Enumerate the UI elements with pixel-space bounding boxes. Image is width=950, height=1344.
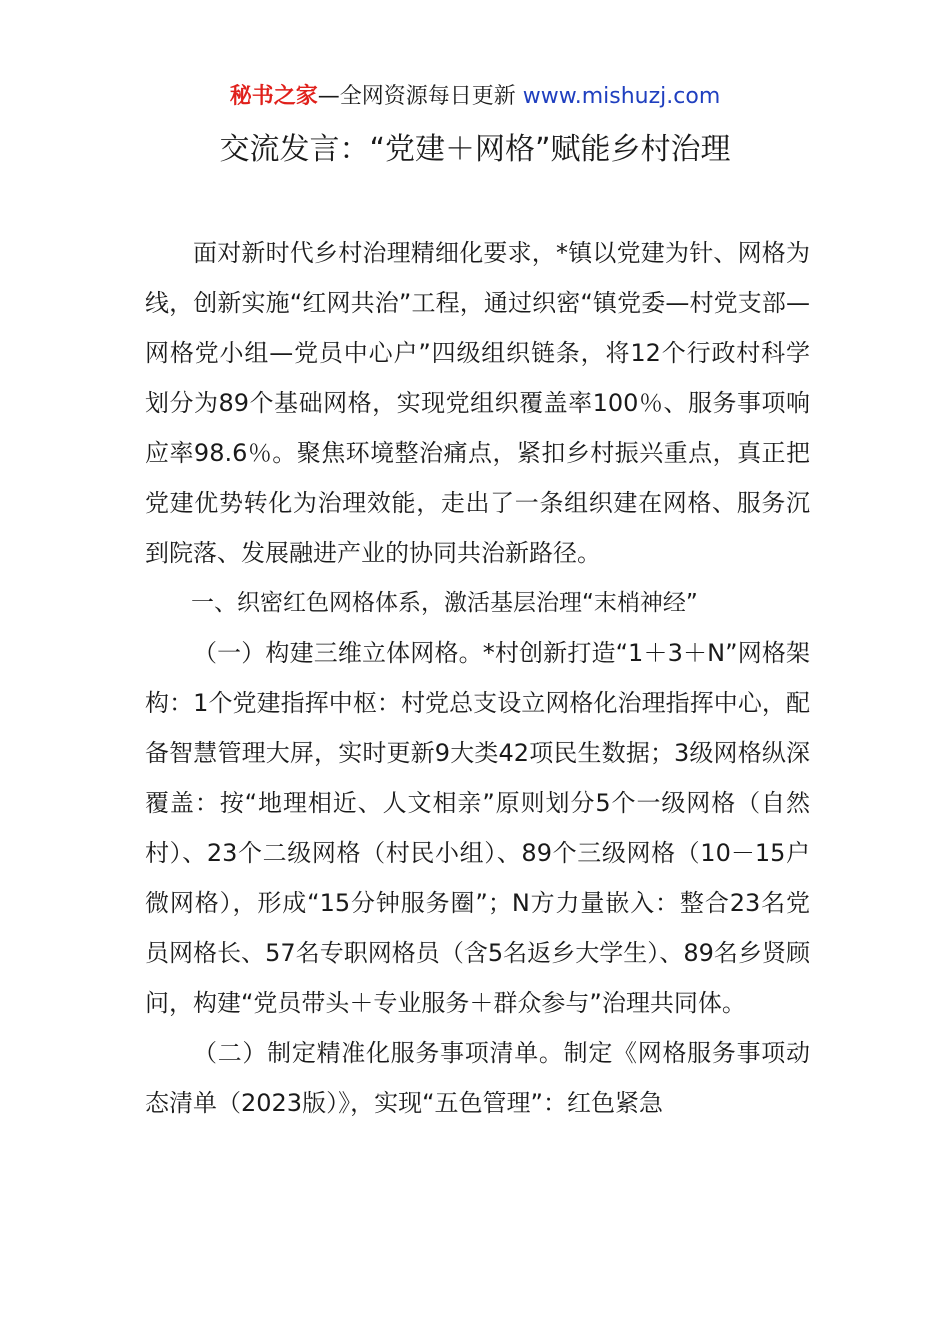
site-url-link[interactable]: www.mishuzj.com xyxy=(522,84,721,109)
document-title: 交流发言：“党建＋网格”赋能乡村治理 xyxy=(219,132,731,167)
document-body xyxy=(145,228,810,1128)
site-slogan: —全网资源每日更新 xyxy=(317,84,516,109)
site-header xyxy=(0,82,950,112)
intro-paragraph: 面对新时代乡村治理精细化要求，*镇以党建为针、网格为线，创新实施“红网共治”工程，通过织密“镇党委—村党支部—网格党小组—党员中心户”四级组织链条，将12个行政村科学划分为89个基础网格，实现党组织覆盖率100％、服务事项响应率98.6％。聚焦环境整治痛点，紧扣乡村振兴重点，真正把党建优势转化为治理效能，走出了一条组织建在网格、服务沉到院落、发展融进产业的协同共治新路径。 xyxy=(145,239,810,567)
brand-name: 秘书之家 xyxy=(229,84,318,109)
section-heading: 一、织密红色网格体系，激活基层治理“末梢神经” xyxy=(191,590,698,616)
subsection-paragraph: （一）构建三维立体网格。*村创新打造“1＋3＋N”网格架构：1个党建指挥中枢：村党总支设立网格化治理指挥中心，配备智慧管理大屏，实时更新9大类42项民生数据；3级网格纵深覆盖：按“地理相近、人文相亲”原则划分5个一级网格（自然村）、23个二级网格（村民小组）、89个三级网格（10－15户微网格），形成“15分钟服务圈”；N方力量嵌入：整合23名党员网格长、57名专职网格员（含5名返乡大学生）、89名乡贤顾问，构建“党员带头＋专业服务＋群众参与”治理共同体。 xyxy=(145,639,810,1017)
subsection-paragraph: （二）制定精准化服务事项清单。制定《网格服务事项动态清单（2023版）》，实现“五色管理”：红色紧急 xyxy=(145,1039,810,1117)
